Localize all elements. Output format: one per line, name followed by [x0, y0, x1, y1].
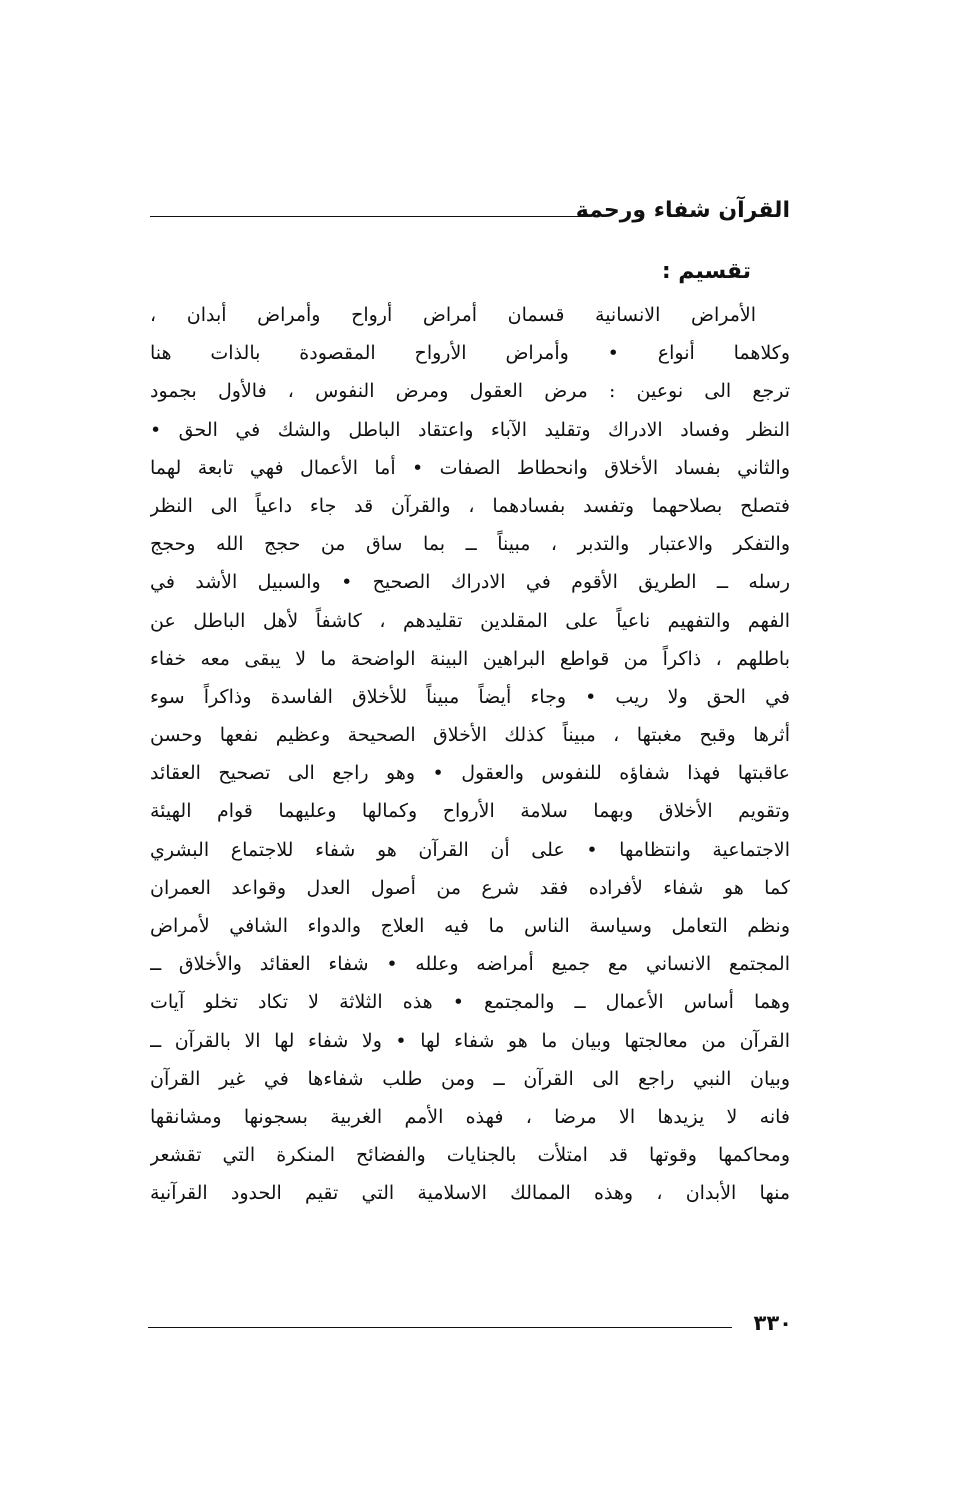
text-line: عاقبتها فهذا شفاؤه للنفوس والعقول • وهو راجع الى تصحيح العقائد: [150, 762, 790, 785]
text-line: القرآن من معالجتها وبيان ما هو شفاء لها • ولا شفاء لها الا بالقرآن ــ: [150, 1029, 790, 1052]
text-line: ونظم التعامل وسياسة الناس ما فيه العلاج والدواء الشافي لأمراض: [150, 915, 790, 937]
header-rule: [150, 216, 590, 217]
text-line: رسله ــ الطريق الأقوم في الادراك الصحيح • والسبيل الأشد في: [150, 571, 790, 594]
text-line: كما هو شفاء لأفراده فقد شرع من أصول العدل وقواعد العمران: [150, 876, 790, 899]
text-line: في الحق ولا ريب • وجاء أيضاً مبيناً للأخلاق الفاسدة وذاكراً سوء: [150, 685, 790, 708]
footer-rule: [148, 1327, 732, 1328]
text-line: وبيان النبي راجع الى القرآن ــ ومن طلب شفاءها في غير القرآن: [150, 1067, 790, 1090]
text-line: وكلاهما أنواع • وأمراض الأرواح المقصودة بالذات هنا: [150, 342, 790, 365]
running-header: [150, 196, 790, 230]
page-number: ٣٣٠: [753, 1311, 792, 1335]
text-line: فانه لا يزيدها الا مرضا ، فهذه الأمم الغربية بسجونها ومشانقها: [150, 1105, 790, 1128]
text-line: وهما أساس الأعمال ــ والمجتمع • هذه الثلاثة لا تكاد تخلو آيات: [150, 991, 790, 1014]
section-heading: تقسيم :: [661, 259, 751, 284]
text-line: باطلهم ، ذاكراً من قواطع البراهين البينة الواضحة ما لا يبقى معه خفاء: [150, 647, 790, 670]
text-line: ترجع الى نوعين : مرض العقول ومرض النفوس ، فالأول بجمود: [150, 380, 790, 403]
text-line: منها الأبدان ، وهذه الممالك الاسلامية التي تقيم الحدود القرآنية: [150, 1182, 790, 1205]
text-line: فتصلح بصلاحهما وتفسد بفسادهما ، والقرآن قد جاء داعياً الى النظر: [150, 494, 790, 517]
running-header-title: القرآن شفاء ورحمة: [575, 198, 790, 223]
text-line: النظر وفساد الادراك وتقليد الآباء واعتقاد الباطل والشك في الحق •: [150, 418, 790, 441]
text-line: والتفكر والاعتبار والتدبر ، مبيناً ــ بما ساق من حجج الله وحجج: [150, 533, 790, 556]
text-line: المجتمع الانساني مع جميع أمراضه وعلله • شفاء العقائد والأخلاق ــ: [150, 953, 790, 976]
text-line: أثرها وقبح مغبتها ، مبيناً كذلك الأخلاق الصحيحة وعظيم نفعها وحسن: [150, 724, 790, 747]
text-line: ومحاكمها وقوتها قد امتلأت بالجنايات والفضائح المنكرة التي تقشعر: [150, 1144, 790, 1167]
body-text: [150, 296, 790, 1213]
page-footer: [148, 1306, 792, 1346]
text-line: الأمراض الانسانية قسمان أمراض أرواح وأمراض أبدان ،: [150, 304, 756, 326]
text-line: الفهم والتفهيم ناعياً على المقلدين تقليدهم ، كاشفاً لأهل الباطل عن: [150, 609, 790, 632]
text-line: والثاني بفساد الأخلاق وانحطاط الصفات • أما الأعمال فهي تابعة لهما: [150, 456, 790, 479]
text-line: الاجتماعية وانتظامها • على أن القرآن هو شفاء للاجتماع البشري: [150, 838, 790, 861]
text-line: وتقويم الأخلاق وبهما سلامة الأرواح وكمالها وعليهما قوام الهيئة: [150, 800, 790, 823]
